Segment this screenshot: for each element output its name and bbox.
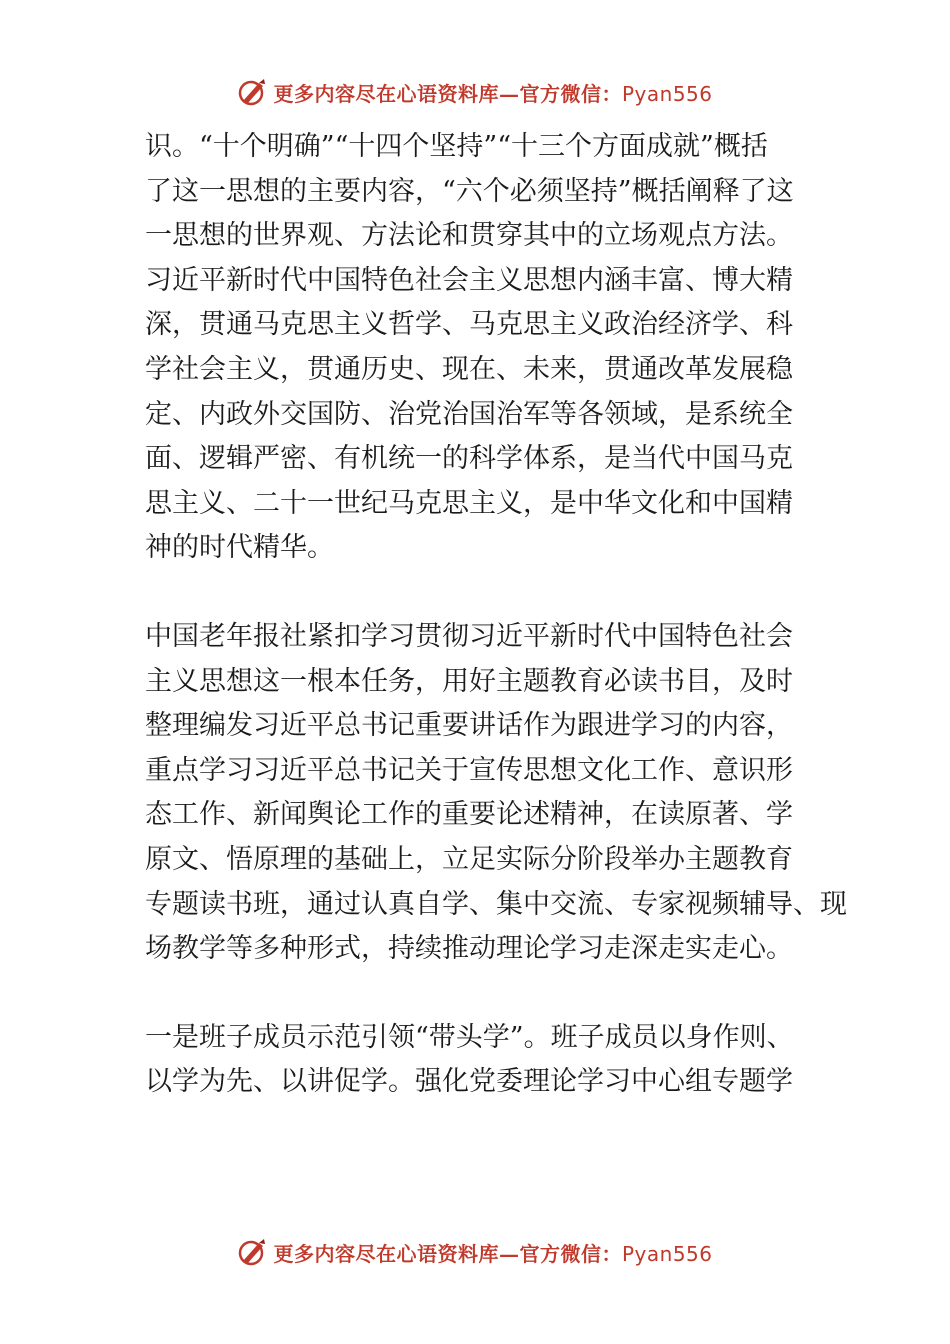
pen-logo-icon [237,77,267,107]
text-line: 以学为先、以讲促学。强化党委理论学习中心组专题学 [145,1066,793,1098]
text-line: 学社会主义，贯通历史、现在、未来，贯通改革发展稳 [145,353,793,385]
text-line: 识。“十个明确”“十四个坚持”“十三个方面成就”概括 [145,131,768,162]
text-line: 中国老年报社紧扣学习贯彻习近平新时代中国特色社会 [145,620,793,652]
document-body [145,125,847,1105]
text-line: 整理编发习近平总书记重要讲话作为跟进学习的内容， [145,710,793,742]
text-line: 神的时代精华。 [145,532,334,564]
text-line: 了这一思想的主要内容，“六个必须坚持”概括阐释了这 [145,175,794,207]
paragraph-3 [145,1016,815,1105]
text-line: 态工作、新闻舆论工作的重要论述精神，在读原著、学 [145,799,793,831]
text-line: 主义思想这一根本任务，用好主题教育必读书目，及时 [145,665,793,697]
text-line: 场教学等多种形式，持续推动理论学习走深走实走心。 [145,933,793,965]
text-line: 一思想的世界观、方法论和贯穿其中的立场观点方法。 [145,220,793,252]
header-banner [0,72,950,112]
paragraph-1 [145,125,815,571]
text-line: 重点学习习近平总书记关于宣传思想文化工作、意识形 [145,754,793,786]
footer-banner [0,1232,950,1272]
header-wechat-id: Pyan556 [621,81,713,106]
header-banner-label: 更多内容尽在心语资料库—官方微信： [273,81,622,106]
text-line: 原文、悟原理的基础上，立足实际分阶段举办主题教育 [145,843,793,875]
text-line: 思主义、二十一世纪马克思主义，是中华文化和中国精 [145,487,793,519]
footer-banner-label: 更多内容尽在心语资料库—官方微信： [273,1241,622,1266]
pen-logo-icon [237,1237,267,1267]
footer-wechat-id: Pyan556 [621,1241,713,1266]
text-line: 面、逻辑严密、有机统一的科学体系，是当代中国马克 [145,443,793,475]
paragraph-2 [145,615,847,972]
text-line: 深，贯通马克思主义哲学、马克思主义政治经济学、科 [145,309,793,341]
text-line: 定、内政外交国防、治党治国治军等各领域，是系统全 [145,398,793,430]
header-banner-text [273,78,712,107]
footer-banner-text [273,1238,712,1267]
text-line: 专题读书班，通过认真自学、集中交流、专家视频辅导、现 [145,888,847,920]
text-line: 习近平新时代中国特色社会主义思想内涵丰富、博大精 [145,264,793,296]
text-line: 一是班子成员示范引领“带头学”。班子成员以身作则、 [145,1021,794,1053]
